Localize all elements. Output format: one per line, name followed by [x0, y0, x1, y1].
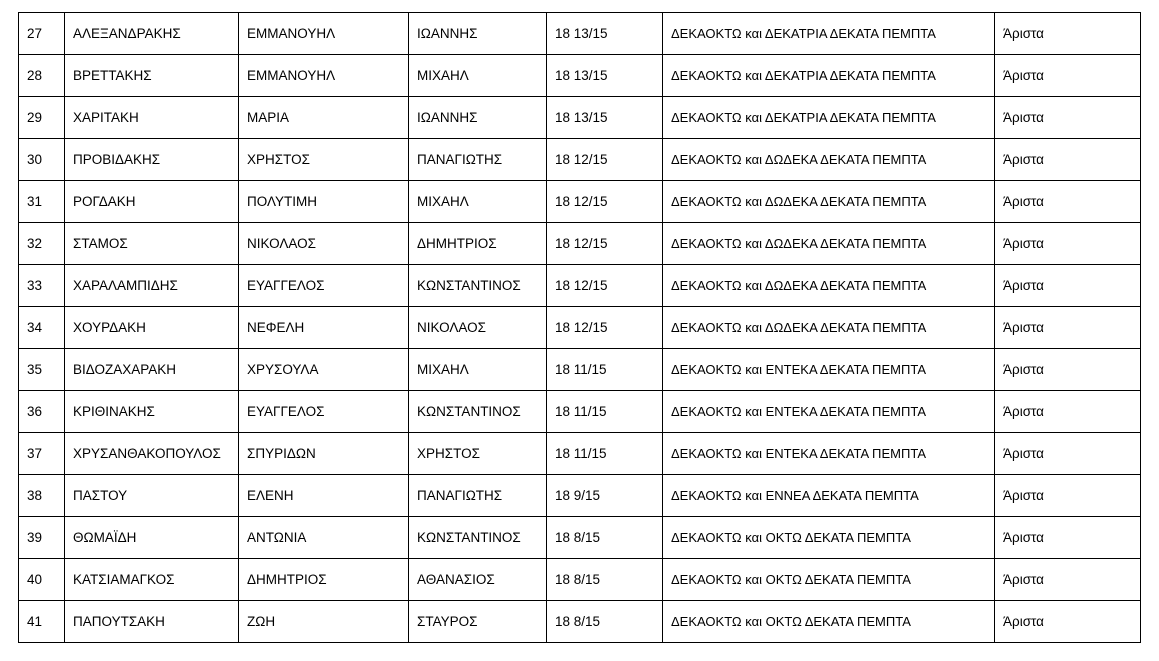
cell-grade-mark: Άριστα [995, 391, 1141, 433]
cell-last-name: ΠΑΠΟΥΤΣΑΚΗ [65, 601, 239, 643]
cell-grade-mark: Άριστα [995, 97, 1141, 139]
cell-student-number: 31 [19, 181, 65, 223]
cell-student-number: 39 [19, 517, 65, 559]
cell-father-name: ΜΙΧΑΗΛ [409, 349, 547, 391]
cell-student-number: 27 [19, 13, 65, 55]
cell-grade-mark: Άριστα [995, 517, 1141, 559]
cell-grade-numeric: 18 12/15 [547, 265, 663, 307]
cell-student-number: 36 [19, 391, 65, 433]
cell-grade-words: ΔΕΚΑΟΚΤΩ και ΔΩΔΕΚΑ ΔΕΚΑΤΑ ΠΕΜΠΤΑ [663, 307, 995, 349]
cell-grade-words: ΔΕΚΑΟΚΤΩ και ΟΚΤΩ ΔΕΚΑΤΑ ΠΕΜΠΤΑ [663, 559, 995, 601]
cell-student-number: 28 [19, 55, 65, 97]
cell-first-name: ΕΥΑΓΓΕΛΟΣ [239, 265, 409, 307]
grades-table [18, 12, 1141, 643]
cell-first-name: ΔΗΜΗΤΡΙΟΣ [239, 559, 409, 601]
cell-grade-words: ΔΕΚΑΟΚΤΩ και ΕΝΤΕΚΑ ΔΕΚΑΤΑ ΠΕΜΠΤΑ [663, 433, 995, 475]
cell-last-name: ΧΑΡΑΛΑΜΠΙΔΗΣ [65, 265, 239, 307]
cell-father-name: ΠΑΝΑΓΙΩΤΗΣ [409, 139, 547, 181]
cell-first-name: ΝΙΚΟΛΑΟΣ [239, 223, 409, 265]
cell-grade-numeric: 18 13/15 [547, 55, 663, 97]
cell-father-name: ΣΤΑΥΡΟΣ [409, 601, 547, 643]
cell-student-number: 29 [19, 97, 65, 139]
table-row [19, 307, 1141, 349]
cell-grade-mark: Άριστα [995, 13, 1141, 55]
table-row [19, 55, 1141, 97]
cell-father-name: ΑΘΑΝΑΣΙΟΣ [409, 559, 547, 601]
cell-first-name: ΕΛΕΝΗ [239, 475, 409, 517]
cell-student-number: 38 [19, 475, 65, 517]
cell-grade-numeric: 18 8/15 [547, 601, 663, 643]
cell-grade-mark: Άριστα [995, 433, 1141, 475]
cell-grade-words: ΔΕΚΑΟΚΤΩ και ΔΕΚΑΤΡΙΑ ΔΕΚΑΤΑ ΠΕΜΠΤΑ [663, 13, 995, 55]
cell-grade-mark: Άριστα [995, 181, 1141, 223]
cell-last-name: ΣΤΑΜΟΣ [65, 223, 239, 265]
table-row [19, 349, 1141, 391]
cell-grade-words: ΔΕΚΑΟΚΤΩ και ΔΩΔΕΚΑ ΔΕΚΑΤΑ ΠΕΜΠΤΑ [663, 223, 995, 265]
cell-grade-numeric: 18 12/15 [547, 139, 663, 181]
cell-grade-numeric: 18 8/15 [547, 517, 663, 559]
cell-student-number: 35 [19, 349, 65, 391]
cell-first-name: ΧΡΥΣΟΥΛΑ [239, 349, 409, 391]
cell-father-name: ΔΗΜΗΤΡΙΟΣ [409, 223, 547, 265]
cell-grade-numeric: 18 11/15 [547, 349, 663, 391]
table-row [19, 517, 1141, 559]
cell-grade-mark: Άριστα [995, 307, 1141, 349]
cell-last-name: ΠΡΟΒΙΔΑΚΗΣ [65, 139, 239, 181]
cell-last-name: ΧΡΥΣΑΝΘΑΚΟΠΟΥΛΟΣ [65, 433, 239, 475]
cell-first-name: ΕΥΑΓΓΕΛΟΣ [239, 391, 409, 433]
cell-grade-numeric: 18 8/15 [547, 559, 663, 601]
cell-father-name: ΠΑΝΑΓΙΩΤΗΣ [409, 475, 547, 517]
table-row [19, 559, 1141, 601]
cell-last-name: ΡΟΓΔΑΚΗ [65, 181, 239, 223]
cell-father-name: ΜΙΧΑΗΛ [409, 55, 547, 97]
cell-grade-words: ΔΕΚΑΟΚΤΩ και ΟΚΤΩ ΔΕΚΑΤΑ ΠΕΜΠΤΑ [663, 517, 995, 559]
cell-grade-words: ΔΕΚΑΟΚΤΩ και ΕΝΤΕΚΑ ΔΕΚΑΤΑ ΠΕΜΠΤΑ [663, 391, 995, 433]
cell-grade-mark: Άριστα [995, 601, 1141, 643]
cell-last-name: ΒΙΔΟΖΑΧΑΡΑΚΗ [65, 349, 239, 391]
cell-grade-numeric: 18 12/15 [547, 307, 663, 349]
cell-father-name: ΝΙΚΟΛΑΟΣ [409, 307, 547, 349]
cell-first-name: ΕΜΜΑΝΟΥΗΛ [239, 13, 409, 55]
cell-father-name: ΙΩΑΝΝΗΣ [409, 13, 547, 55]
cell-grade-words: ΔΕΚΑΟΚΤΩ και ΔΩΔΕΚΑ ΔΕΚΑΤΑ ΠΕΜΠΤΑ [663, 181, 995, 223]
table-row [19, 475, 1141, 517]
cell-grade-words: ΔΕΚΑΟΚΤΩ και ΔΩΔΕΚΑ ΔΕΚΑΤΑ ΠΕΜΠΤΑ [663, 139, 995, 181]
cell-student-number: 41 [19, 601, 65, 643]
cell-last-name: ΧΟΥΡΔΑΚΗ [65, 307, 239, 349]
cell-last-name: ΑΛΕΞΑΝΔΡΑΚΗΣ [65, 13, 239, 55]
cell-grade-numeric: 18 9/15 [547, 475, 663, 517]
cell-student-number: 37 [19, 433, 65, 475]
cell-father-name: ΜΙΧΑΗΛ [409, 181, 547, 223]
cell-grade-numeric: 18 12/15 [547, 223, 663, 265]
cell-grade-numeric: 18 13/15 [547, 13, 663, 55]
cell-father-name: ΚΩΝΣΤΑΝΤΙΝΟΣ [409, 391, 547, 433]
cell-father-name: ΚΩΝΣΤΑΝΤΙΝΟΣ [409, 517, 547, 559]
cell-student-number: 34 [19, 307, 65, 349]
table-row [19, 391, 1141, 433]
cell-first-name: ΧΡΗΣΤΟΣ [239, 139, 409, 181]
cell-first-name: ΣΠΥΡΙΔΩΝ [239, 433, 409, 475]
table-row [19, 139, 1141, 181]
cell-last-name: ΒΡΕΤΤΑΚΗΣ [65, 55, 239, 97]
cell-first-name: ΠΟΛΥΤΙΜΗ [239, 181, 409, 223]
cell-grade-mark: Άριστα [995, 475, 1141, 517]
cell-last-name: ΚΡΙΘΙΝΑΚΗΣ [65, 391, 239, 433]
cell-last-name: ΚΑΤΣΙΑΜΑΓΚΟΣ [65, 559, 239, 601]
table-row [19, 433, 1141, 475]
cell-grade-words: ΔΕΚΑΟΚΤΩ και ΔΕΚΑΤΡΙΑ ΔΕΚΑΤΑ ΠΕΜΠΤΑ [663, 97, 995, 139]
cell-student-number: 32 [19, 223, 65, 265]
cell-father-name: ΧΡΗΣΤΟΣ [409, 433, 547, 475]
cell-first-name: ΜΑΡΙΑ [239, 97, 409, 139]
cell-last-name: ΧΑΡΙΤΑΚΗ [65, 97, 239, 139]
table-row [19, 223, 1141, 265]
cell-father-name: ΚΩΝΣΤΑΝΤΙΝΟΣ [409, 265, 547, 307]
table-row [19, 181, 1141, 223]
table-row [19, 13, 1141, 55]
cell-last-name: ΠΑΣΤΟΥ [65, 475, 239, 517]
cell-grade-words: ΔΕΚΑΟΚΤΩ και ΕΝΝΕΑ ΔΕΚΑΤΑ ΠΕΜΠΤΑ [663, 475, 995, 517]
cell-grade-words: ΔΕΚΑΟΚΤΩ και ΔΕΚΑΤΡΙΑ ΔΕΚΑΤΑ ΠΕΜΠΤΑ [663, 55, 995, 97]
table-row [19, 601, 1141, 643]
table-row [19, 265, 1141, 307]
grades-table-body [19, 13, 1141, 643]
cell-grade-mark: Άριστα [995, 349, 1141, 391]
cell-grade-words: ΔΕΚΑΟΚΤΩ και ΕΝΤΕΚΑ ΔΕΚΑΤΑ ΠΕΜΠΤΑ [663, 349, 995, 391]
cell-father-name: ΙΩΑΝΝΗΣ [409, 97, 547, 139]
cell-grade-numeric: 18 11/15 [547, 433, 663, 475]
cell-grade-numeric: 18 13/15 [547, 97, 663, 139]
cell-grade-numeric: 18 12/15 [547, 181, 663, 223]
cell-student-number: 33 [19, 265, 65, 307]
cell-grade-mark: Άριστα [995, 559, 1141, 601]
cell-grade-numeric: 18 11/15 [547, 391, 663, 433]
cell-student-number: 30 [19, 139, 65, 181]
cell-first-name: ΑΝΤΩΝΙΑ [239, 517, 409, 559]
cell-student-number: 40 [19, 559, 65, 601]
cell-first-name: ΕΜΜΑΝΟΥΗΛ [239, 55, 409, 97]
cell-grade-mark: Άριστα [995, 265, 1141, 307]
cell-grade-words: ΔΕΚΑΟΚΤΩ και ΔΩΔΕΚΑ ΔΕΚΑΤΑ ΠΕΜΠΤΑ [663, 265, 995, 307]
cell-last-name: ΘΩΜΑΪΔΗ [65, 517, 239, 559]
cell-grade-mark: Άριστα [995, 223, 1141, 265]
cell-first-name: ΝΕΦΕΛΗ [239, 307, 409, 349]
cell-first-name: ΖΩΗ [239, 601, 409, 643]
cell-grade-mark: Άριστα [995, 139, 1141, 181]
table-row [19, 97, 1141, 139]
cell-grade-mark: Άριστα [995, 55, 1141, 97]
cell-grade-words: ΔΕΚΑΟΚΤΩ και ΟΚΤΩ ΔΕΚΑΤΑ ΠΕΜΠΤΑ [663, 601, 995, 643]
